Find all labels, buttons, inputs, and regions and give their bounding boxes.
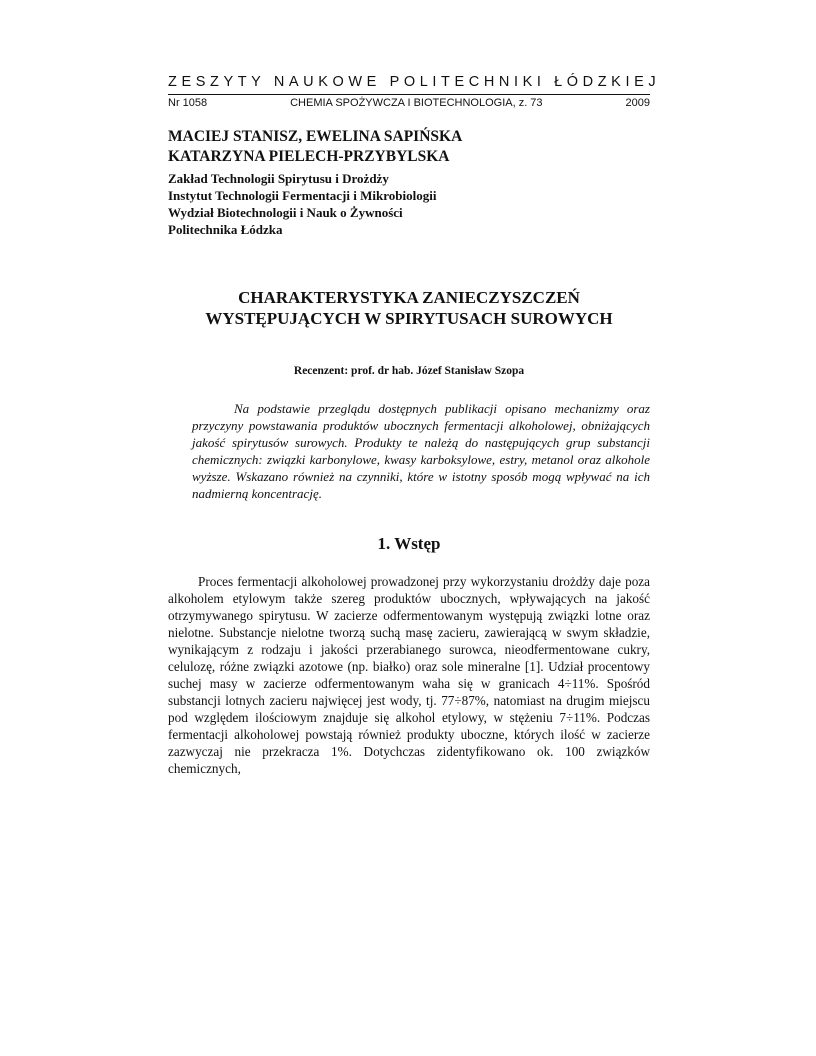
author-line: KATARZYNA PIELECH-PRZYBYLSKA (168, 148, 450, 165)
abstract: Na podstawie przeglądu dostępnych publikacji opisano mechanizmy oraz przyczyny powstawania produktów ubocznych fermentacji alkoholowej, obniżających jakość spirytusów surowych. Produkty te należą do następujących grup substancji chemicznych: związki karbonylowe, kwasy karboksylowe, estry, metanol oraz alkohole wyższe. Wskazano również na czynniki, które w istotny sposób mogą wpływać na ich nadmierną koncentrację. (192, 401, 650, 501)
title-line: CHARAKTERYSTYKA ZANIECZYSZCZEŃ (238, 288, 580, 307)
journal-series: CHEMIA SPOŻYWCZA I BIOTECHNOLOGIA, z. 73 (290, 97, 543, 109)
publication-year: 2009 (625, 97, 650, 109)
affiliation (168, 170, 650, 238)
paper-title (168, 287, 650, 329)
journal-title: ZESZYTY NAUKOWE POLITECHNIKI ŁÓDZKIEJ (168, 74, 661, 90)
reviewer: Recenzent: prof. dr hab. Józef Stanisław Szopa (293, 365, 525, 377)
title-line: WYSTĘPUJĄCYCH W SPIRYTUSACH SUROWYCH (205, 309, 613, 328)
affiliation-line: Politechnika Łódzka (168, 222, 283, 237)
document-page (168, 72, 661, 790)
authors (168, 127, 650, 167)
affiliation-line: Wydział Biotechnologii i Nauk o Żywności (168, 205, 403, 220)
section-heading: 1. Wstęp (377, 534, 441, 553)
affiliation-line: Instytut Technologii Fermentacji i Mikrobiologii (168, 188, 437, 203)
body-paragraph: Proces fermentacji alkoholowej prowadzonej przy wykorzystaniu drożdży daje poza alkoholem etylowym także szereg produktów ubocznych, wpływających na jakość otrzymywanego spirytusu. W zacierze odfermentowanym występują związki lotne oraz nielotne. Substancje nielotne tworzą suchą masę zacieru, zawierającą w swym składzie, wynikającym z rodzaju i jakości przerabianego surowca, nieodfermentowane cukry, celulozę, różne związki azotowe (np. białko) oraz sole mineralne [1]. Udział procentowy suchej masy w zacierze odfermentowanym waha się w granicach 4÷11%. Spośród substancji lotnych zacieru najwięcej jest wody, tj. 77÷87%, natomiast na drugim miejscu pod względem ilościowym znajduje się alkohol etylowy, w stężeniu 7÷11%. Podczas fermentacji alkoholowej powstają również produkty uboczne, których ilość w zacierze zazwyczaj nie przekracza 1%. Dotychczas zidentyfikowano ok. 100 związków chemicznych, (168, 574, 650, 776)
issue-number: Nr 1058 (168, 97, 208, 109)
author-line: MACIEJ STANISZ, EWELINA SAPIŃSKA (168, 128, 463, 145)
affiliation-line: Zakład Technologii Spirytusu i Drożdży (168, 171, 389, 186)
journal-meta (168, 94, 650, 110)
